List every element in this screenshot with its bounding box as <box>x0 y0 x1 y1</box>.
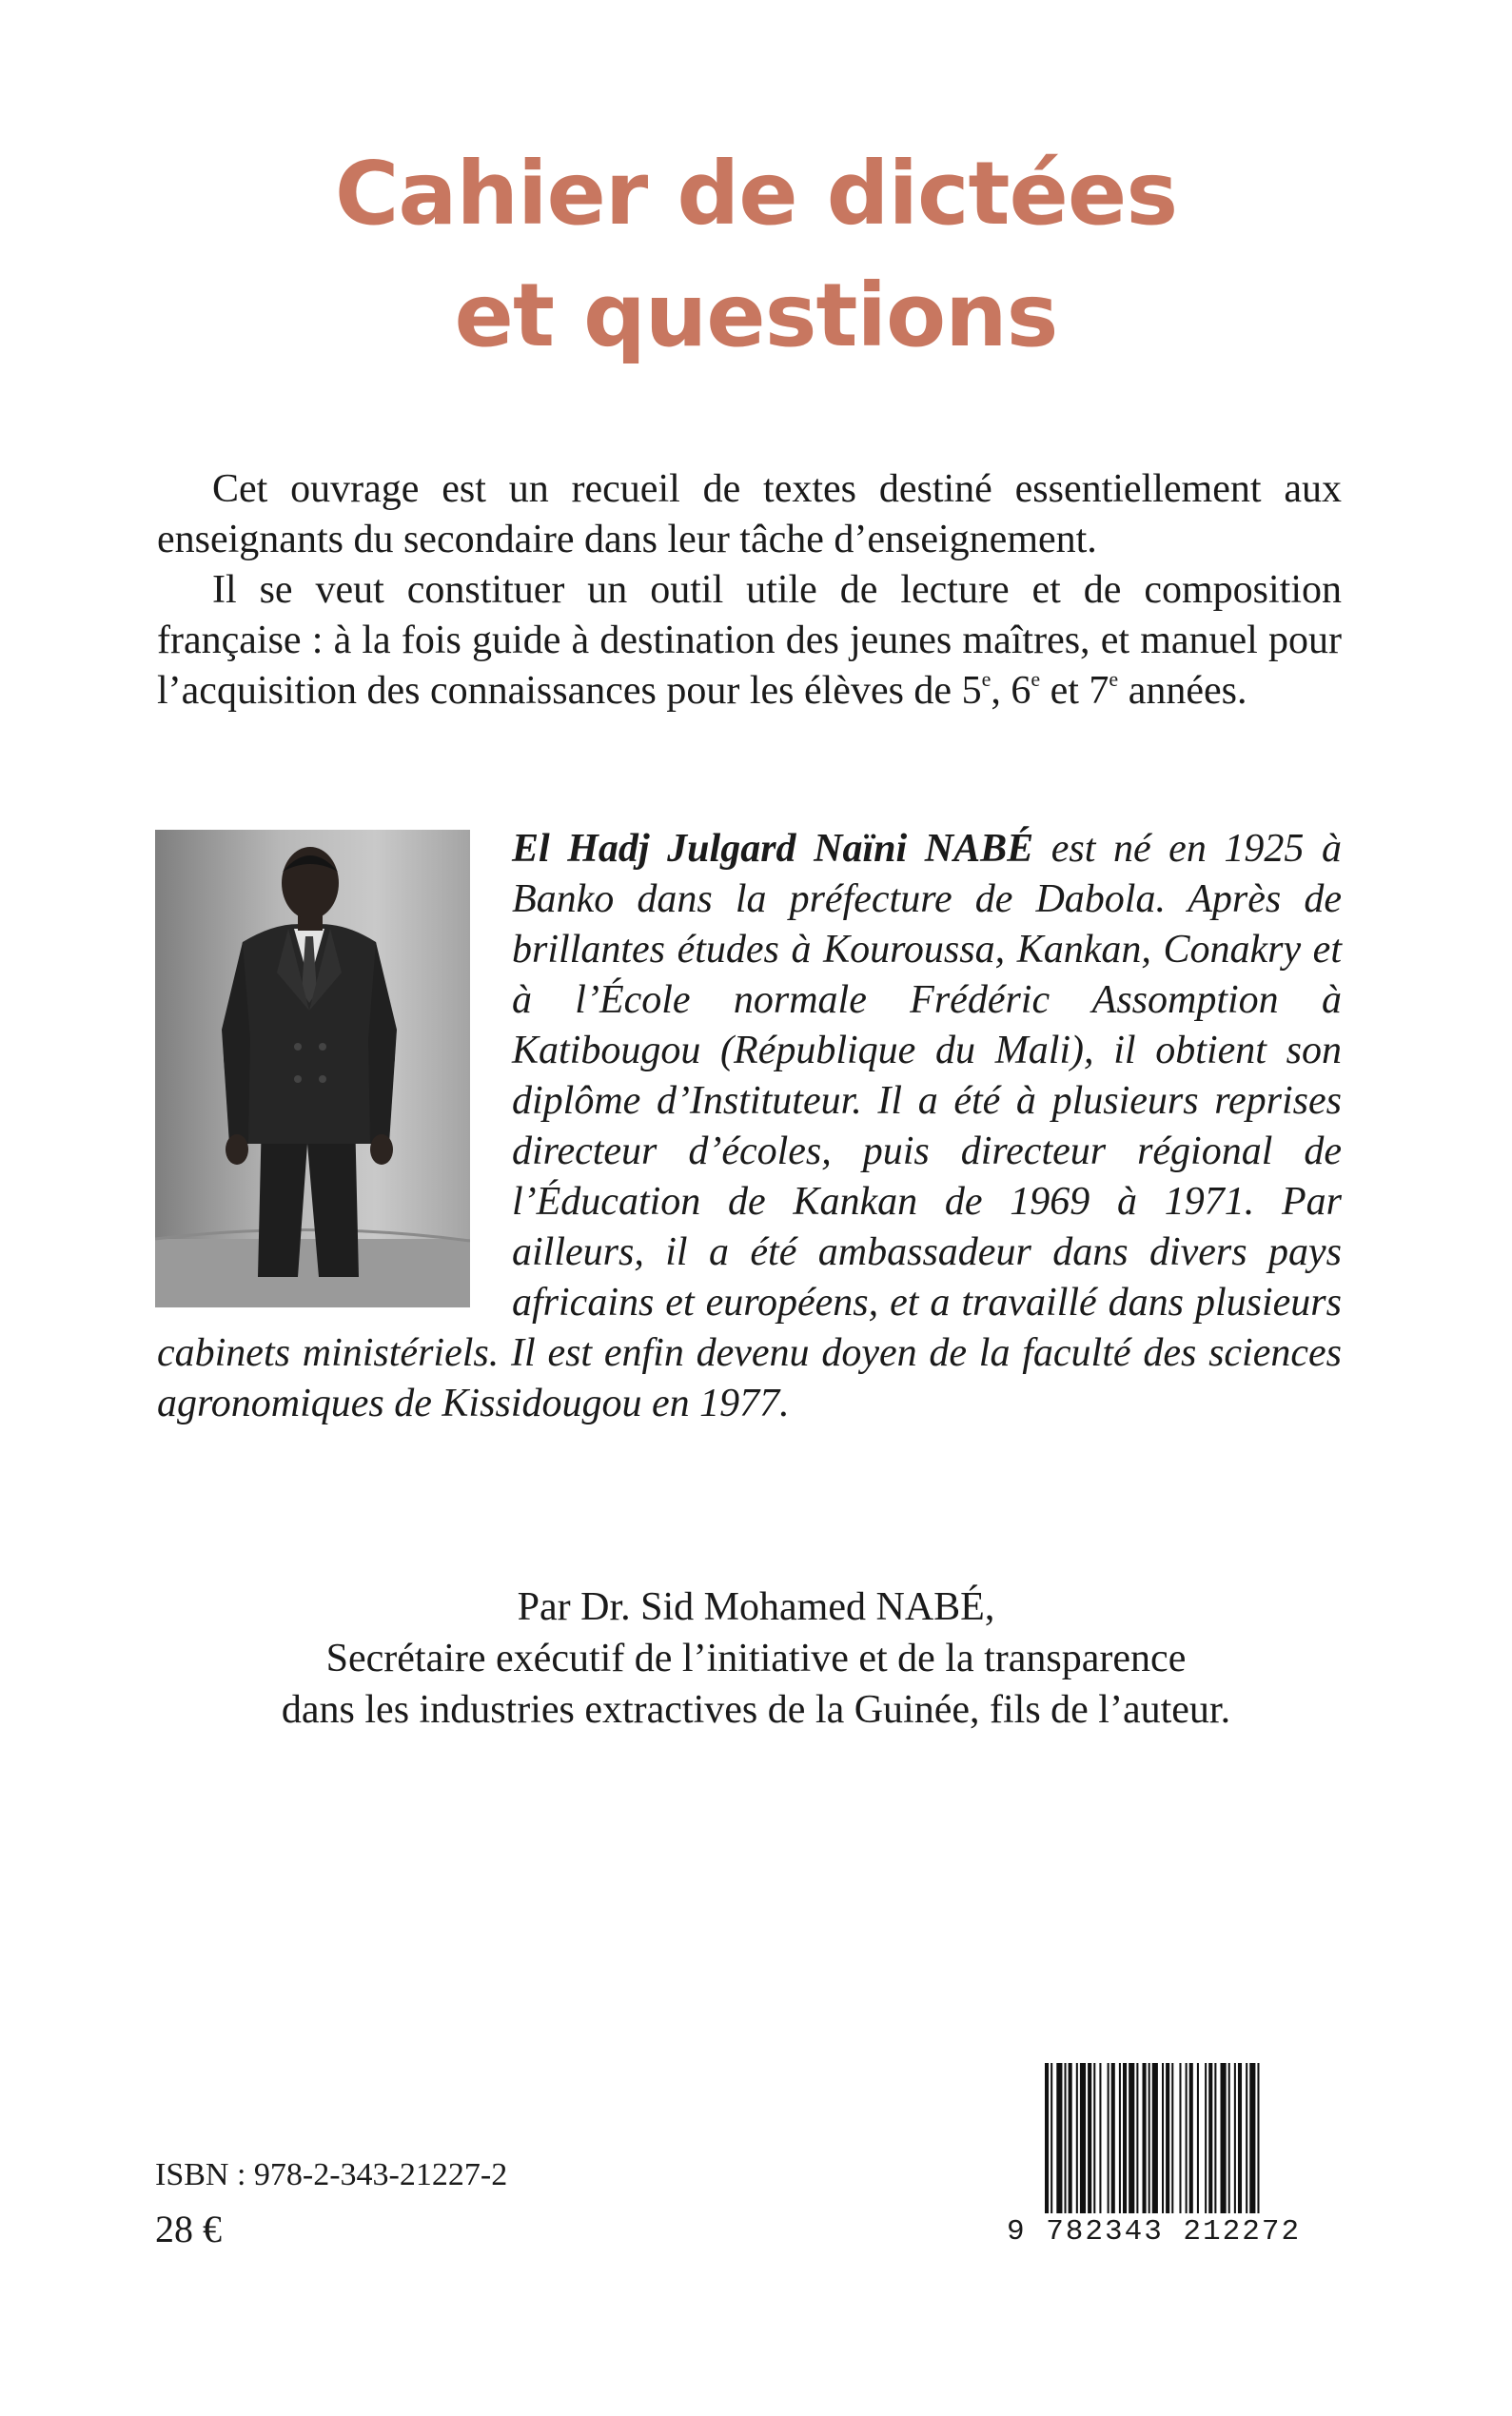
byline <box>0 1581 1512 1736</box>
author-bio <box>157 824 1342 1429</box>
grade-separator: , <box>991 669 1011 713</box>
grade-tail: années. <box>1118 669 1247 713</box>
byline-line-2: Secrétaire exécutif de l’initiative et de la transparence <box>325 1637 1187 1680</box>
author-bio-text: est né en 1925 à Banko dans la préfecture de Dabola. Après de brillantes études à Kouroussa, Kankan, Conakry et à l’École normale Frédéric Assomption à Katibougou (République du Mali), il obtient son diplôme d’Instituteur. Il a été à plusieurs reprises directeur d’écoles, puis directeur régional de l’Éducation de Kankan de 1969 à 1971. Par ailleurs, il a été ambassadeur dans divers pays africains et européens, et a travaillé dans plusieurs cabinets ministériels. Il est enfin devenu doyen de la faculté des sciences agronomiques de Kissidougou en 1977. <box>157 827 1342 1425</box>
intro-paragraph-1: Cet ouvrage est un recueil de textes destiné essentiellement aux enseignants du secondaire dans leur tâche d’enseignement. <box>157 467 1342 561</box>
author-name: El Hadj Julgard Naïni NABÉ <box>512 827 1034 871</box>
grade-connector: et <box>1040 669 1090 713</box>
book-title <box>0 133 1512 377</box>
grade-5: 5 <box>961 669 982 713</box>
grade-6: 6 <box>1011 669 1031 713</box>
byline-line-1: Par Dr. Sid Mohamed NABÉ, <box>517 1585 995 1629</box>
barcode-digits: 9 782343 212272 <box>1007 2213 1340 2251</box>
price-label: 28 € <box>155 2208 222 2250</box>
ordinal-5: e <box>981 667 992 691</box>
isbn-label: ISBN : 978-2-343-21227-2 <box>155 2157 508 2192</box>
ordinal-7: e <box>1109 667 1119 691</box>
title-line-2: et questions <box>454 265 1058 366</box>
intro-paragraph-2-main: Il se veut constituer un outil utile de lecture et de composition française : à la fois guide à destination des jeunes maîtres, et manuel pour l’acquisition des connaissances pour les élèves de <box>157 568 1342 713</box>
grade-7: 7 <box>1089 669 1109 713</box>
photo-spacer <box>157 824 512 1313</box>
ordinal-6: e <box>1031 667 1041 691</box>
intro-paragraph-2 <box>157 565 1342 717</box>
byline-line-3: dans les industries extractives de la Guinée, fils de l’auteur. <box>281 1688 1231 1732</box>
title-line-1: Cahier de dictées <box>334 143 1178 245</box>
intro-text <box>157 464 1342 717</box>
